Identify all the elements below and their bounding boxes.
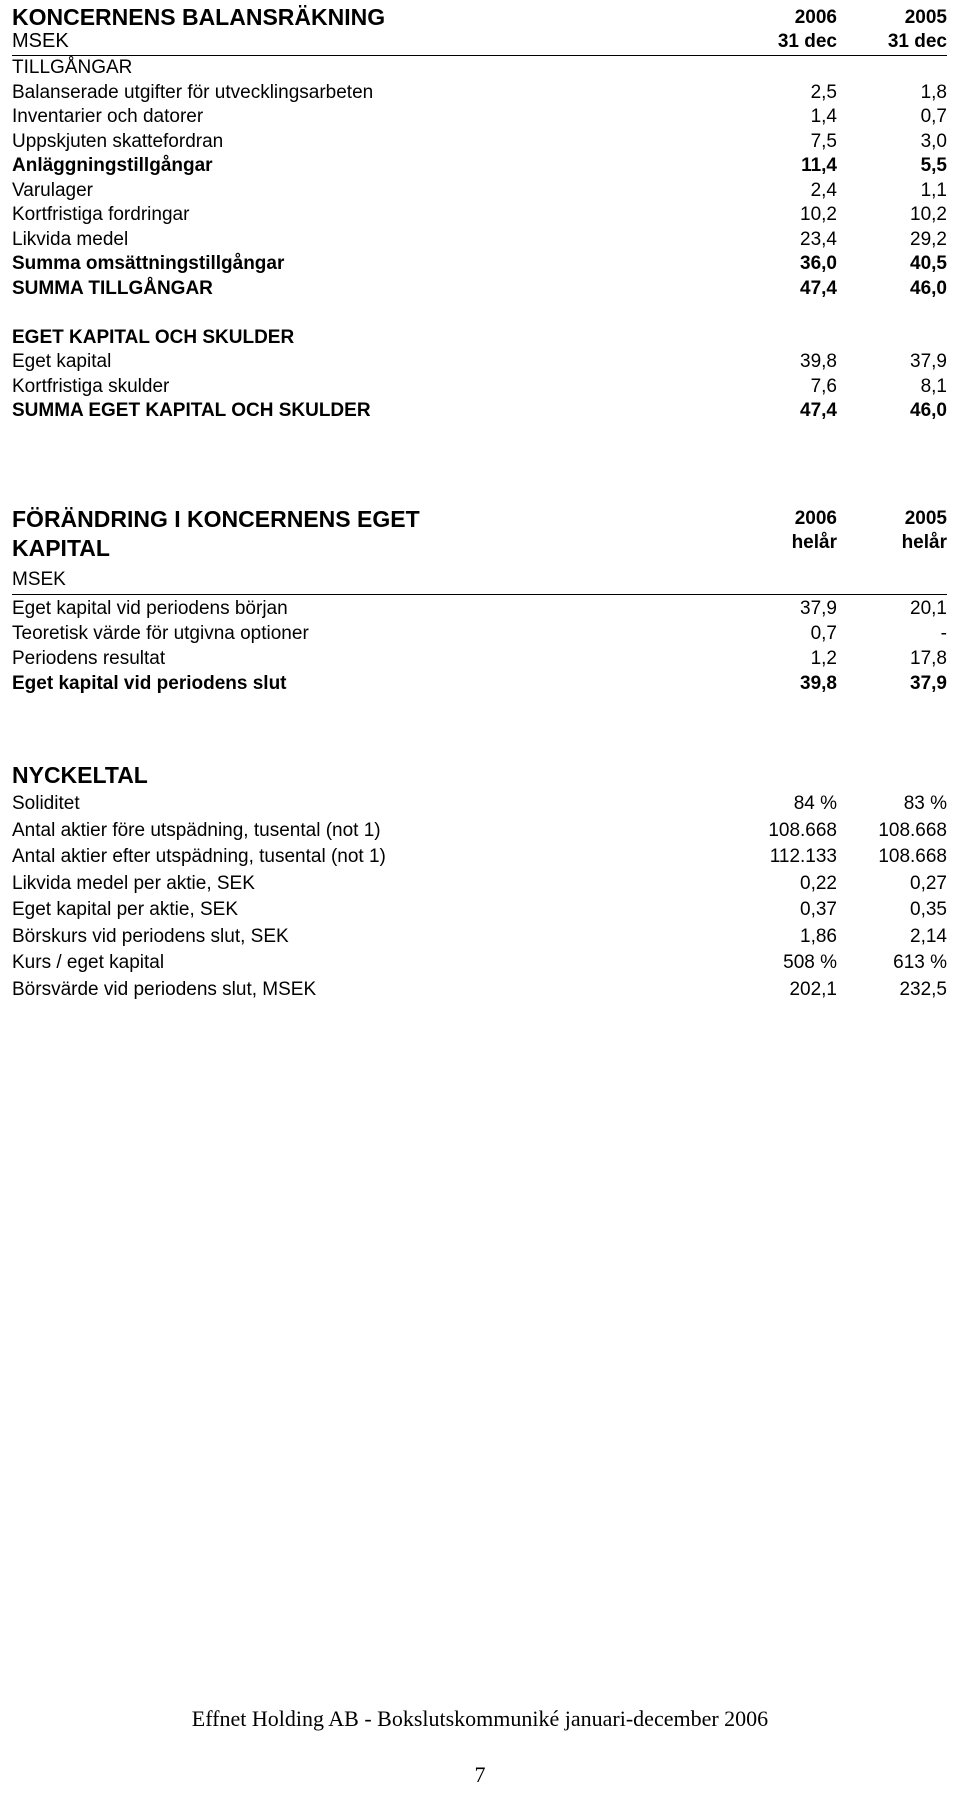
row-label: TILLGÅNGAR: [12, 57, 133, 78]
row-label: Soliditet: [12, 793, 80, 814]
table-row: [12, 300, 947, 326]
row-value-col1: 1,4: [810, 106, 837, 127]
row-value-col2: 37,9: [910, 351, 947, 372]
row-value-col1: 10,2: [800, 204, 837, 225]
table-row: [12, 671, 947, 697]
row-label: Kortfristiga skulder: [12, 375, 170, 397]
row-value-col2: 1,1: [920, 179, 947, 201]
row-label: Varulager: [12, 179, 93, 201]
row-value-col1: 37,9: [800, 598, 837, 619]
row-value-col2: 29,2: [910, 228, 947, 250]
row-label: Periodens resultat: [12, 648, 166, 669]
equity-title-line2: KAPITAL: [12, 535, 110, 561]
row-label: Likvida medel: [12, 228, 129, 250]
equity-unit: MSEK: [12, 569, 66, 590]
row-value-col2: 0,27: [910, 872, 947, 894]
table-row: [12, 178, 947, 204]
table-row: [12, 202, 947, 228]
table-row: [12, 80, 947, 106]
row-label: Inventarier och datorer: [12, 106, 204, 127]
equity-header-rule: [12, 594, 947, 595]
row-value-col2: 0,35: [910, 899, 947, 920]
row-label: Antal aktier före utspädning, tusental (not 1): [12, 819, 381, 841]
row-label: Summa omsättningstillgångar: [12, 253, 285, 274]
row-value-col2: 108.668: [878, 846, 947, 867]
row-value-col2: 0,7: [920, 106, 947, 127]
table-row: [12, 621, 947, 647]
table-row: [12, 791, 947, 817]
row-value-col2: 232,5: [899, 978, 947, 1000]
row-label: Teoretisk värde för utgivna optioner: [12, 623, 309, 644]
row-value-col1: 7,6: [810, 375, 837, 397]
equity-col2-header: [837, 507, 947, 555]
row-value-col1: 23,4: [800, 228, 837, 250]
balance-col2-header: [837, 6, 947, 54]
table-row: [12, 897, 947, 923]
row-value-col1: 11,4: [801, 155, 837, 176]
row-value-col2: 613 %: [893, 952, 947, 973]
row-value-col2: 3,0: [920, 130, 947, 152]
row-value-col1: 7,5: [810, 130, 837, 152]
row-label: Anläggningstillgångar: [12, 155, 213, 176]
balance-col1-year: 2006: [794, 7, 837, 28]
row-value-col2: -: [940, 623, 947, 644]
row-value-col1: 0,37: [800, 899, 837, 920]
row-value-col2: 20,1: [910, 598, 947, 619]
row-value-col1: 112.133: [769, 846, 837, 867]
row-value-col1: 84 %: [793, 793, 837, 814]
table-row: [12, 924, 947, 950]
keyfigures-title: NYCKELTAL: [12, 762, 148, 788]
table-row: [12, 844, 947, 870]
table-row: [12, 104, 947, 130]
row-value-col2: 17,8: [910, 648, 947, 669]
row-value-col2: 8,1: [920, 375, 947, 397]
row-value-col1: 1,2: [810, 648, 837, 669]
page-footer: Effnet Holding AB - Bokslutskommuniké januari-december 2006: [191, 1706, 769, 1731]
row-value-col1: 39,8: [800, 673, 837, 694]
row-value-col1: 2,4: [810, 179, 837, 201]
row-value-col1: 2,5: [810, 81, 837, 103]
equity-col1-sub: helår: [791, 532, 837, 553]
table-row: [12, 977, 947, 1003]
row-value-col2: 46,0: [910, 400, 947, 421]
row-value-col2: 10,2: [910, 204, 947, 225]
row-value-col2: 108.668: [878, 819, 947, 841]
row-value-col1: 0,7: [810, 623, 837, 644]
row-value-col2: 1,8: [920, 81, 947, 103]
row-label: Kurs / eget kapital: [12, 952, 165, 973]
balance-unit: MSEK: [12, 30, 69, 52]
row-label: Balanserade utgifter för utvecklingsarbeten: [12, 81, 374, 103]
balance-col1-header: [717, 6, 837, 54]
row-label: EGET KAPITAL OCH SKULDER: [12, 326, 295, 348]
row-label: Uppskjuten skattefordran: [12, 130, 224, 152]
table-row: [12, 871, 947, 897]
row-value-col2: 46,0: [910, 277, 947, 299]
equity-col1-header: [717, 507, 837, 555]
table-row: [12, 374, 947, 400]
row-label: Eget kapital per aktie, SEK: [12, 899, 239, 920]
row-label: Eget kapital vid periodens början: [12, 598, 288, 619]
balance-col1-sub: 31 dec: [777, 31, 837, 52]
row-value-col2: 37,9: [910, 673, 947, 694]
table-row: [12, 227, 947, 253]
equity-unit-row: [12, 567, 947, 593]
equity-col1-year: 2006: [794, 508, 837, 529]
row-value-col2: 5,5: [920, 155, 947, 176]
table-row: [12, 349, 947, 375]
row-value-col2: 83 %: [903, 793, 947, 814]
row-label: Likvida medel per aktie, SEK: [12, 872, 255, 894]
table-row: [12, 153, 947, 179]
table-row: [12, 596, 947, 622]
table-row: [12, 129, 947, 155]
row-label: SUMMA EGET KAPITAL OCH SKULDER: [12, 400, 371, 421]
page-number: 7: [474, 1762, 486, 1787]
balance-title: KONCERNENS BALANSRÄKNING: [12, 4, 386, 30]
equity-title-line1: FÖRÄNDRING I KONCERNENS EGET: [12, 506, 420, 532]
row-label: Börskurs vid periodens slut, SEK: [12, 925, 289, 947]
table-row: [12, 55, 947, 81]
table-row: [12, 325, 947, 351]
row-label: Antal aktier efter utspädning, tusental (not 1): [12, 846, 386, 867]
table-row: [12, 251, 947, 277]
row-value-col1: 108.668: [768, 819, 837, 841]
equity-col2-year: 2005: [904, 508, 947, 529]
row-label: Börsvärde vid periodens slut, MSEK: [12, 978, 317, 1000]
table-row: [12, 950, 947, 976]
row-value-col2: 2,14: [910, 925, 947, 947]
row-label: Eget kapital: [12, 351, 112, 372]
row-value-col2: 40,5: [910, 253, 947, 274]
balance-col2-year: 2005: [904, 7, 947, 28]
row-label: Kortfristiga fordringar: [12, 204, 190, 225]
row-value-col1: 39,8: [800, 351, 837, 372]
row-value-col1: 36,0: [800, 253, 837, 274]
balance-col2-sub: 31 dec: [887, 31, 947, 52]
row-value-col1: 508 %: [783, 952, 837, 973]
row-label: SUMMA TILLGÅNGAR: [12, 277, 213, 299]
row-value-col1: 202,1: [789, 978, 837, 1000]
table-row: [12, 646, 947, 672]
row-value-col1: 47,4: [800, 400, 837, 421]
table-row: [12, 398, 947, 424]
table-row: [12, 818, 947, 844]
row-value-col1: 47,4: [800, 277, 837, 299]
table-row: [12, 276, 947, 302]
equity-col2-sub: helår: [901, 532, 947, 553]
row-value-col1: 0,22: [800, 872, 837, 894]
row-label: Eget kapital vid periodens slut: [12, 673, 287, 694]
row-value-col1: 1,86: [800, 925, 837, 947]
